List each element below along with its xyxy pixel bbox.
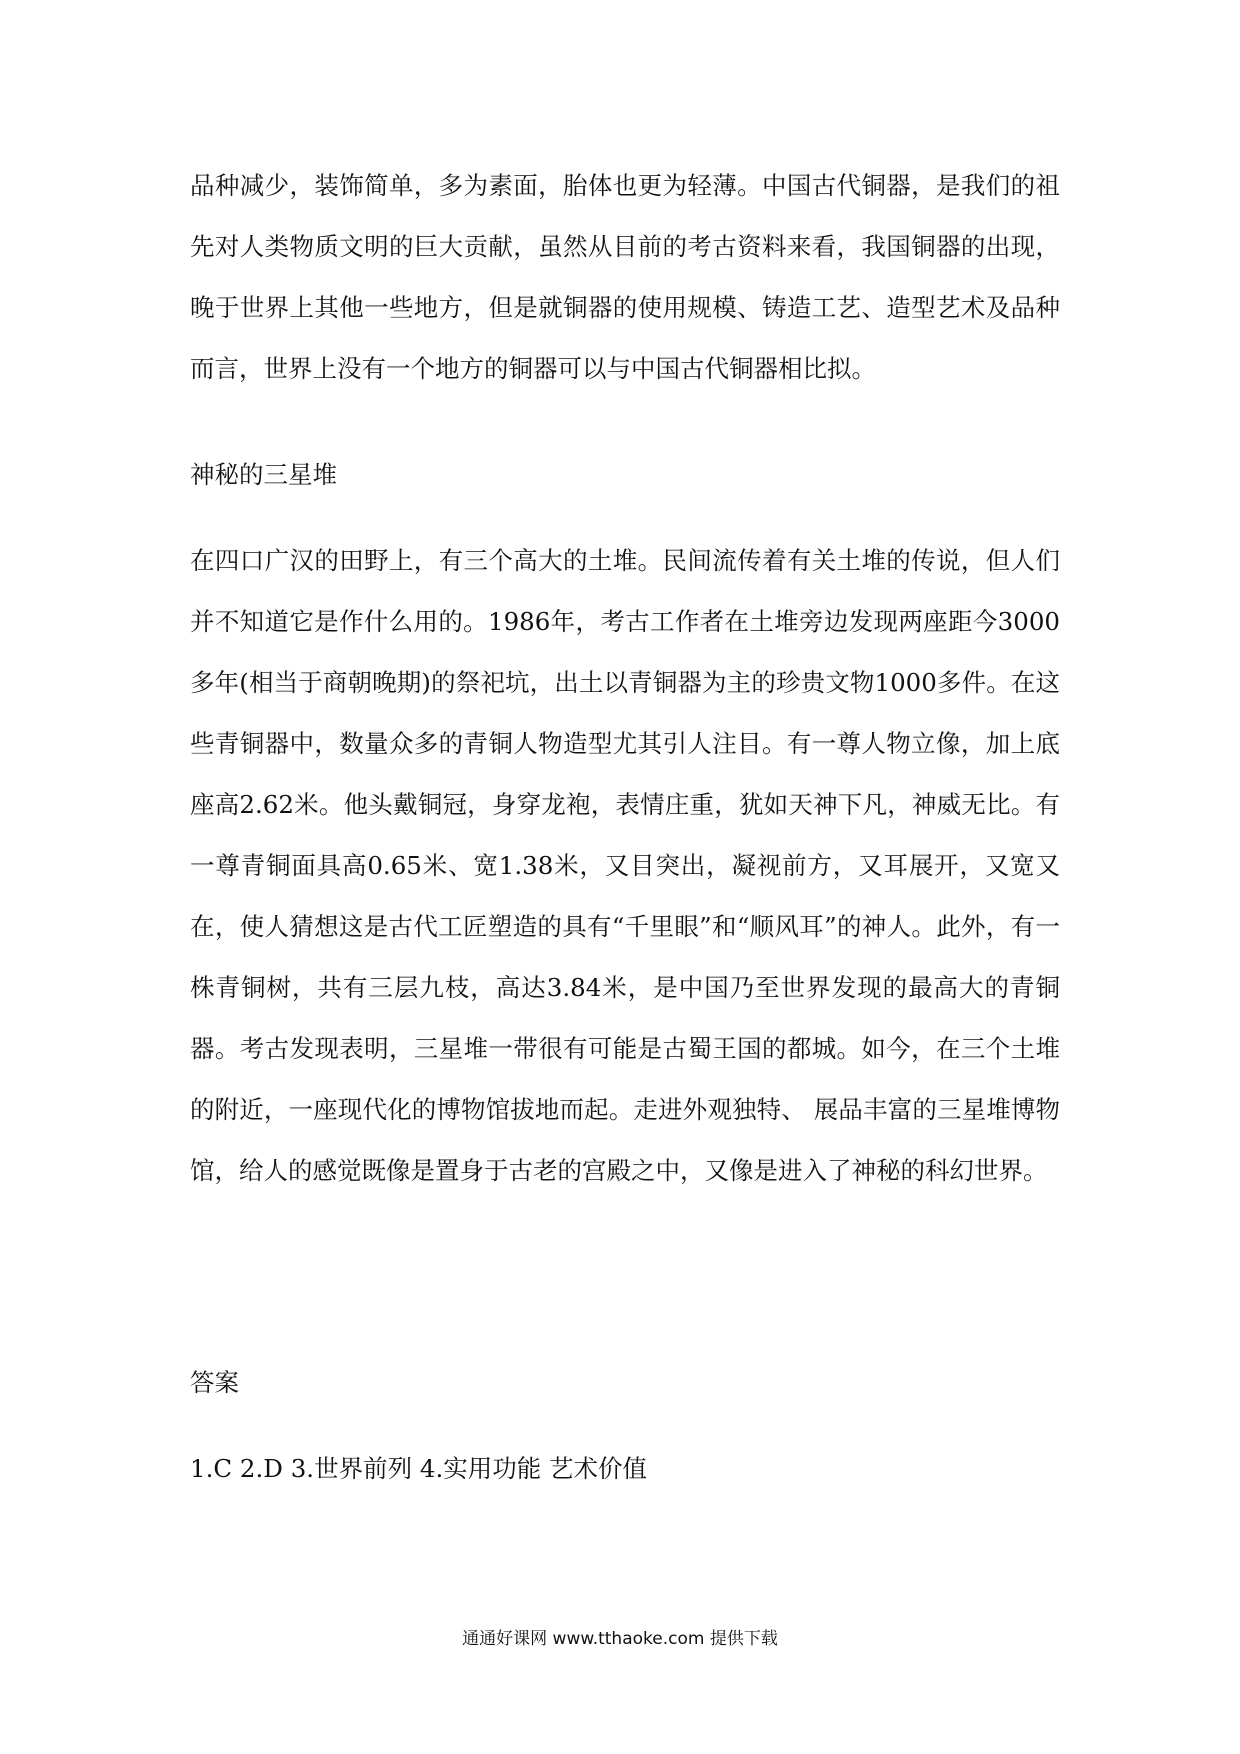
section-heading-answers: 答案 [190, 1368, 239, 1397]
page-footer: 通通好课网 www.tthaoke.com 提供下载 [462, 1629, 778, 1649]
body-paragraph-bronze-ware: 品种减少，装饰简单，多为素面，胎体也更为轻薄。中国古代铜器，是我们的祖先对人类物质文明的巨大贡献，虽然从目前的考古资料来看，我国铜器的出现，晚于世界上其他一些地方，但是就铜器的使用规模、铸造工艺、造型艺术及品种而言，世界上没有一个地方的铜器可以与中国古代铜器相比拟。 [190, 171, 1060, 383]
body-paragraph-sanxingdui: 在四口广汉的田野上，有三个高大的土堆。民间流传着有关土堆的传说，但人们并不知道它是作什么用的。1986年，考古工作者在土堆旁边发现两座距今3000多年(相当于商朝晚期)的祭祀坑，出土以青铜器为主的珍贵文物1000多件。在这些青铜器中，数量众多的青铜人物造型尤其引人注目。有一尊人物立像，加上底座高2.62米。他头戴铜冠，身穿龙袍，表情庄重，犹如天神下凡，神威无比。有一尊青铜面具高0.65米、宽1.38米，又目突出，凝视前方，又耳展开，又宽又在，使人猜想这是古代工匠塑造的具有“千里眼”和“顺风耳”的神人。此外，有一株青铜树，共有三层九枝，高达3.84米，是中国乃至世界发现的最高大的青铜器。考古发现表明，三星堆一带很有可能是古蜀王国的都城。如今，在三个土堆的附近，一座现代化的博物馆拔地而起。走进外观独特、 展品丰富的三星堆博物馆，给人的感觉既像是置身于古老的宫殿之中，又像是进入了神秘的科幻世界。 [190, 546, 1060, 1185]
section-heading-sanxingdui: 神秘的三星堆 [190, 460, 337, 489]
answers-line: 1.C 2.D 3.世界前列 4.实用功能 艺术价值 [190, 1454, 648, 1483]
